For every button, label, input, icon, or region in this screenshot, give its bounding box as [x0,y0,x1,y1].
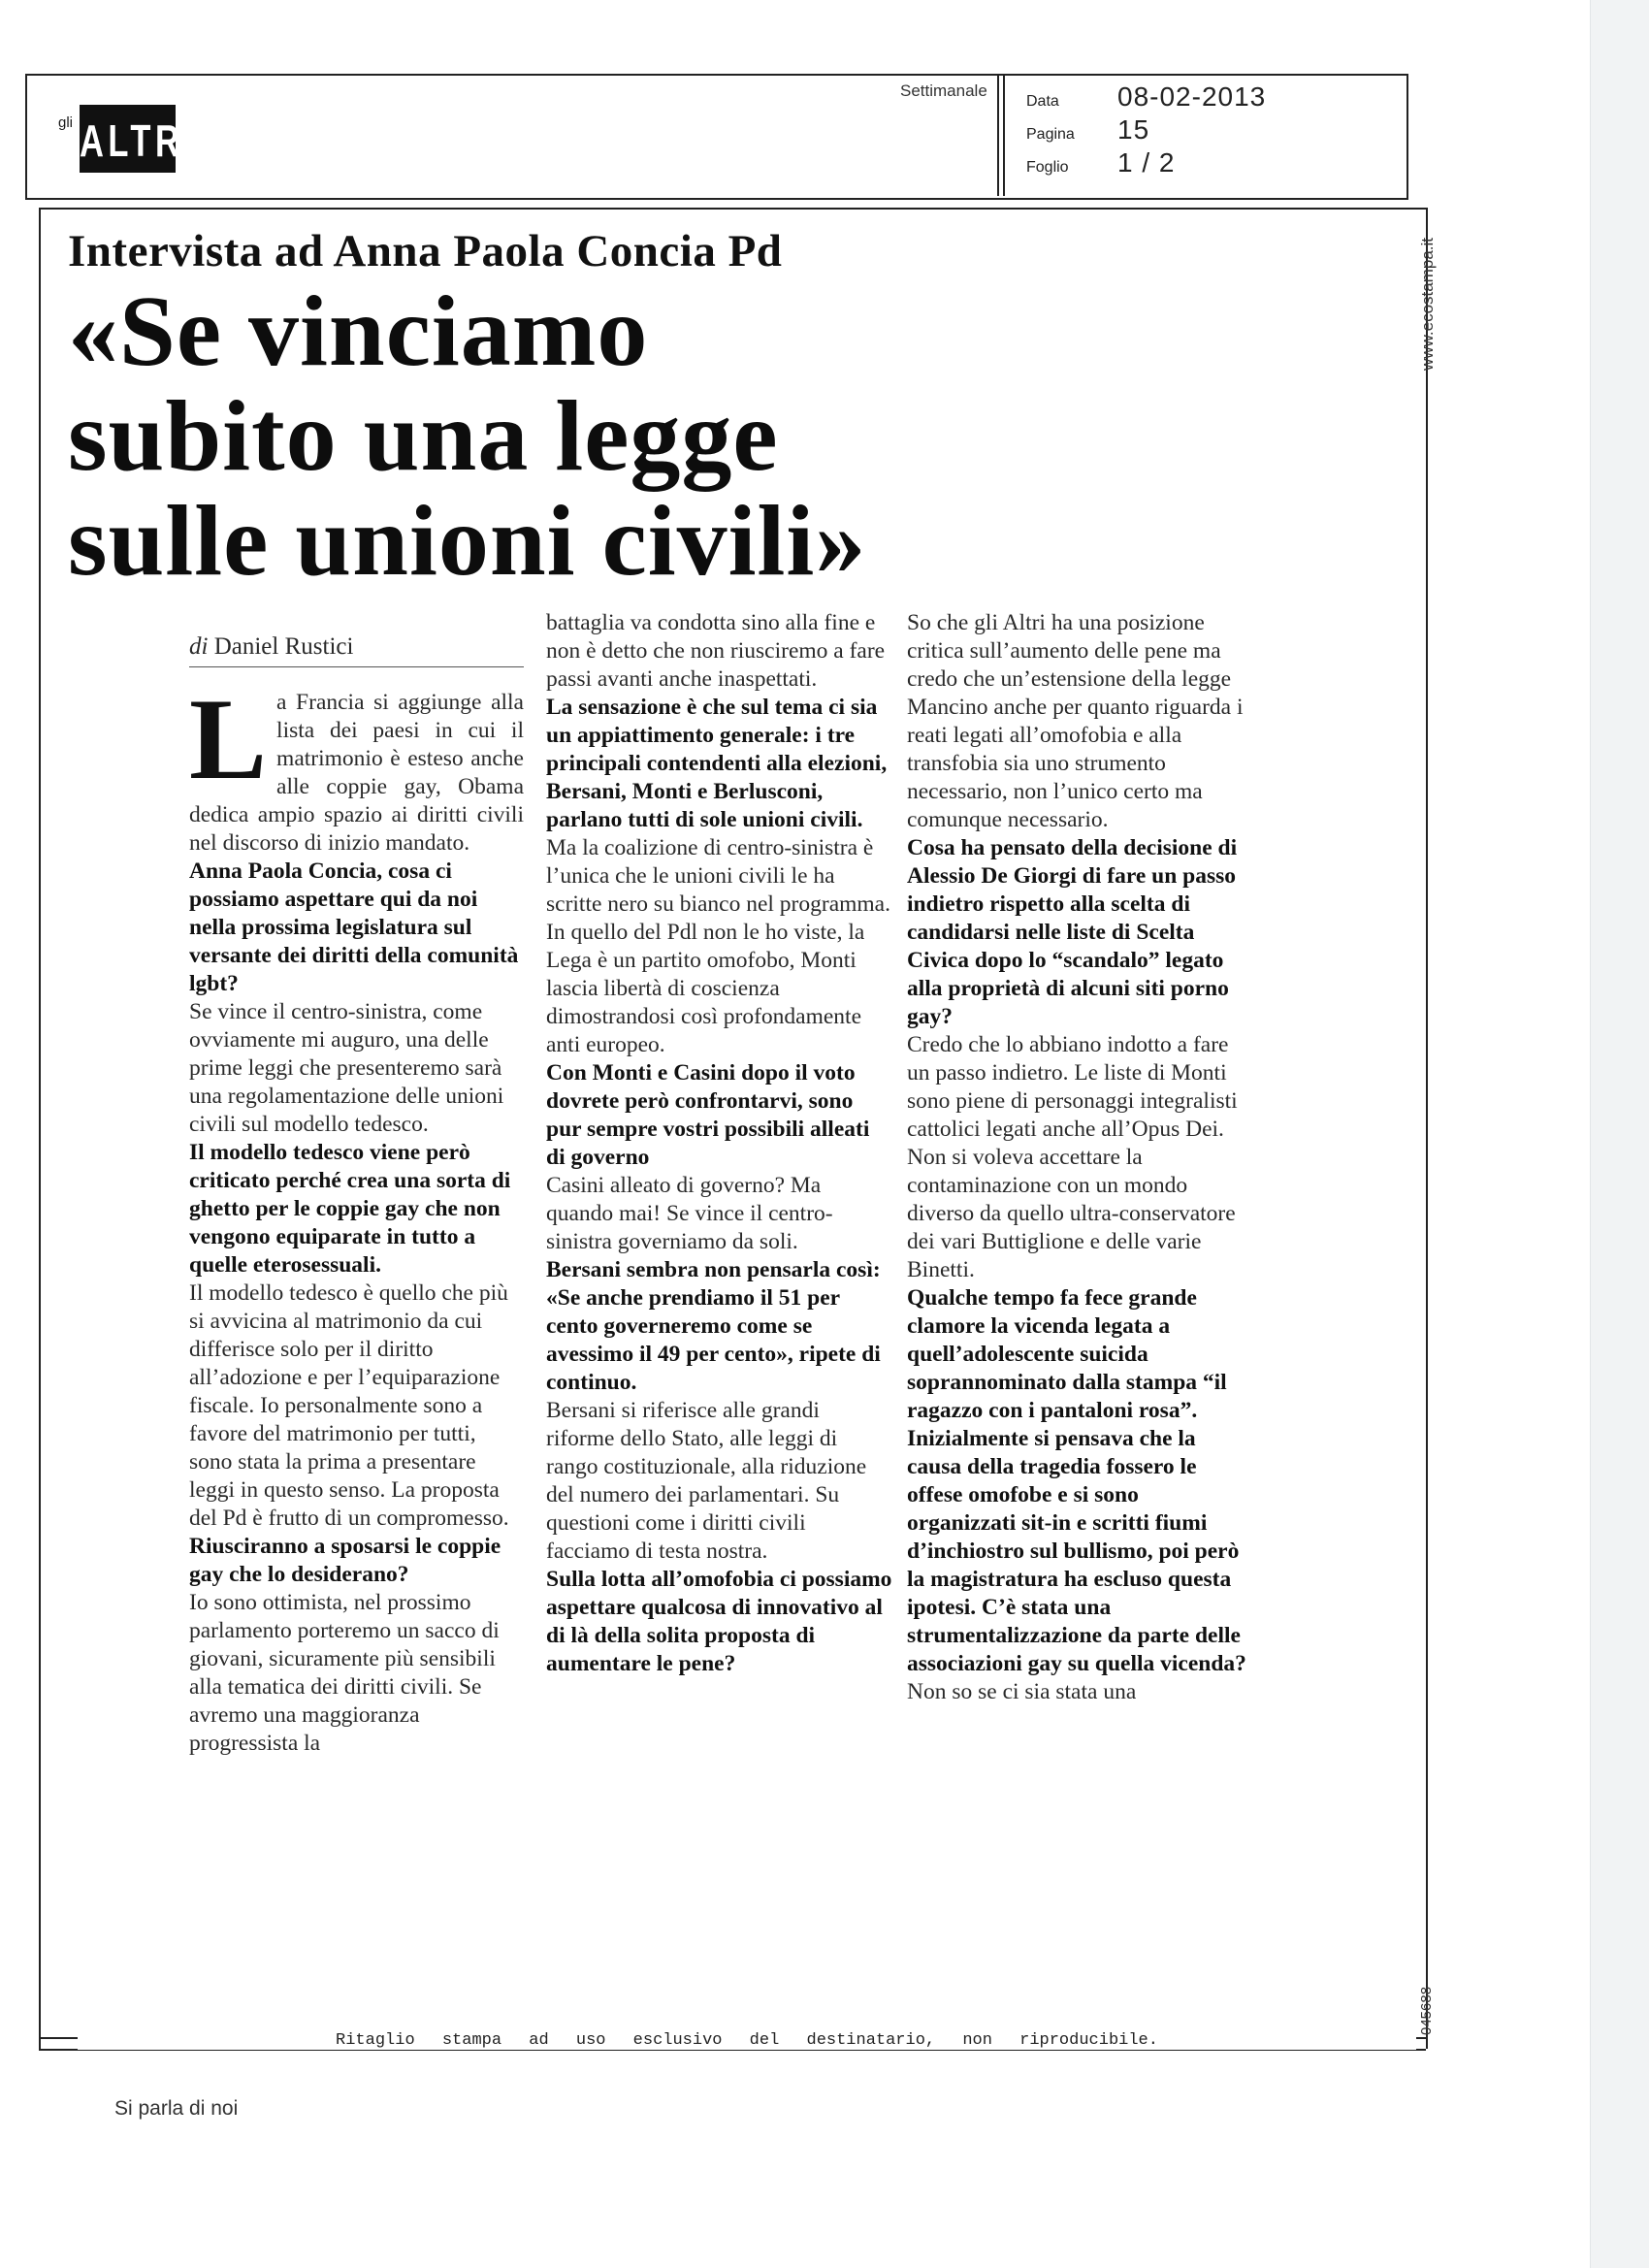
clipping-meta [1026,81,1266,180]
publication-frequency: Settimanale [900,81,987,100]
meta-page-row [1026,114,1266,147]
article-column-1 [189,632,524,1758]
byline-author: Daniel Rustici [213,633,354,660]
answer-paragraph: Bersani si riferisce alle grandi riforme dello Stato, alle leggi di rango costituzionale, alla riduzione del numero dei parlamentari. Su questioni come i diritti civili facciamo di testa nostra. [546,1398,867,1564]
question-paragraph: Bersani sembra non pensarla così: «Se anche prendiamo il 51 per cento governeremo come se avessimo il 49 per cento», ripete di continuo. [546,1257,881,1395]
logo-prefix: gli [58,114,74,131]
article-column-3 [907,609,1248,1706]
publication-logo: ALTRI [80,105,176,173]
question-paragraph: Riusciranno a sposarsi le coppie gay che lo desiderano? [189,1534,501,1587]
question-paragraph: Il modello tedesco viene però criticato perché crea una sorta di ghetto per le coppie gay che non vengono equiparate in tutto a quelle eterosessuali. [189,1140,511,1278]
sheet-label: Foglio [1026,159,1069,176]
question-paragraph: Cosa ha pensato della decisione di Alessio De Giorgi di fare un passo indietro rispetto alla scelta di candidarsi nelle liste di Scelta Civica dopo lo “scandalo” legato alla proprietà di alcuni siti porno gay? [907,835,1238,1029]
answer-paragraph: Casini alleato di governo? Ma quando mai! Se vince il centro-sinistra governiamo da soli. [546,1173,833,1254]
question-paragraph: Con Monti e Casini dopo il voto dovrete però confrontarvi, sono pur sempre vostri possibili alleati di governo [546,1060,870,1170]
question-paragraph: Sulla lotta all’omofobia ci possiamo aspettare qualcosa di innovativo al di là della solita proposta di aumentare le pene? [546,1567,892,1676]
sheet-value: 1 / 2 [1117,147,1176,178]
side-code: 045688 [1418,1986,1435,2035]
side-url: www.ecostampa.it [1418,238,1437,371]
question-paragraph: Anna Paola Concia, cosa ci possiamo aspettare qui da noi nella prossima legislatura sul versante dei diritti della comunità lgbt? [189,859,519,996]
column-2-body [546,609,893,1678]
reproduction-notice: Ritaglio stampa ad uso esclusivo del destinatario, non riproducibile. [78,2031,1416,2050]
answer-paragraph: Il modello tedesco è quello che più si avvicina al matrimonio da cui differisce solo per il diritto all’adozione e per l’equiparazione fiscale. Io personalmente sono a favore del matrimonio per tutti, sono stata la prima a presentare leggi in questo senso. La proposta del Pd è frutto di un compromesso. [189,1280,509,1531]
question-paragraph: La sensazione è che sul tema ci sia un appiattimento generale: i tre principali contendenti alla elezioni, Bersani, Monti e Berlusconi, parlano tutti di sole unioni civili. [546,695,888,832]
date-label: Data [1026,93,1059,110]
answer-paragraph: battaglia va condotta sino alla fine e non è detto che non riusciremo a fare passi avanti anche inaspettati. [546,610,886,692]
page-value: 15 [1117,114,1150,145]
drop-cap: L [189,674,268,803]
meta-sheet-row [1026,147,1266,180]
answer-paragraph: a Francia si aggiunge alla lista dei paesi in cui il matrimonio è esteso anche alle coppie gay, Obama dedica ampio spazio ai diritti civili nel discorso di inizio mandato. [189,690,524,856]
scan-edge [1590,0,1649,2268]
meta-date-row [1026,81,1266,114]
masthead-area [27,76,1005,196]
article-column-2 [546,609,893,1678]
clipping-header [25,74,1408,200]
byline [189,632,524,667]
headline-line-2: subito una legge [68,380,779,492]
date-value: 08-02-2013 [1117,81,1267,112]
column-1-body [189,674,524,1758]
answer-paragraph: Credo che lo abbiano indotto a fare un passo indietro. Le liste di Monti sono piene di personaggi integralisti cattolici legati anche all’Opus Dei. Non si voleva accettare la contaminazione con un mondo diverso da quello ultra-conservatore dei vari Buttiglione e delle varie Binetti. [907,1032,1238,1282]
headline-line-1: «Se vinciamo [68,275,649,387]
byline-prefix: di [189,633,209,660]
page-label: Pagina [1026,126,1075,143]
answer-paragraph: Se vince il centro-sinistra, come ovviamente mi auguro, una delle prime leggi che presenteremo sarà una regolamentazione delle unioni civili sul modello tedesco. [189,999,504,1137]
answer-paragraph: Non so se ci sia stata una [907,1679,1137,1704]
column-3-body [907,609,1248,1706]
article-kicker: Intervista ad Anna Paola Concia Pd [68,226,783,276]
headline-line-3: sulle unioni civili» [68,485,867,597]
question-paragraph: Qualche tempo fa fece grande clamore la vicenda legata a quell’adolescente suicida soprannominato dalla stampa “il ragazzo con i pantaloni rosa”. Inizialmente si pensava che la causa della tragedia fossero le offese omofobe e si sono organizzati sit-in e scritti fiumi d’inchiostro sul bullismo, poi però la magistratura ha escluso questa ipotesi. C’è stata una strumentalizzazione da parte delle associazioni gay su quella vicenda? [907,1285,1246,1676]
answer-paragraph: So che gli Altri ha una posizione critica sull’aumento delle pene ma credo che un’estensione della legge Mancino anche per quanto riguarda i reati legati all’omofobia e alla transfobia sia uno strumento necessario, non l’unico certo ma comunque necessario. [907,610,1244,832]
answer-paragraph: Ma la coalizione di centro-sinistra è l’unica che le unioni civili le ha scritte nero su bianco nel programma. In quello del Pdl non le ho viste, la Lega è un partito omofobo, Monti lascia libertà di coscienza dimostrandosi così profondamente anti europeo. [546,835,890,1057]
answer-paragraph: Io sono ottimista, nel prossimo parlamento porteremo un sacco di giovani, sicuramente più sensibili alla tematica dei diritti civili. Se avremo una maggioranza progressista la [189,1590,500,1756]
article-headline [68,275,867,597]
section-label: Si parla di noi [114,2097,239,2120]
